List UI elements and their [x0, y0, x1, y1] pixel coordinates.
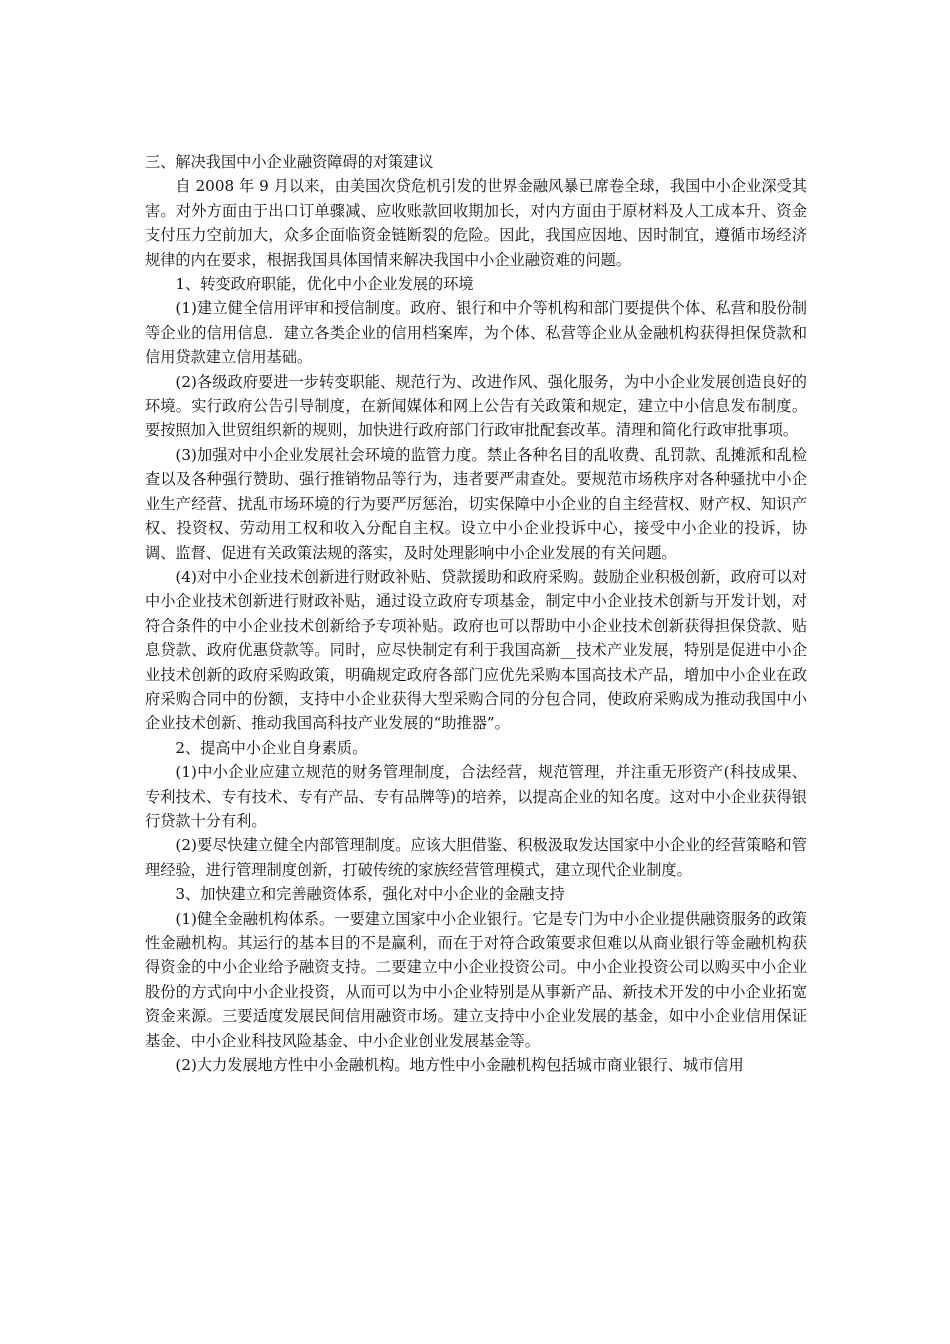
paragraph-1-2: (2)各级政府要进一步转变职能、规范行为、改进作风、强化服务，为中小企业发展创造良好的环境。实行政府公告引导制度，在新闻媒体和网上公告有关政策和规定，建立中小信息发布制度。要按照加入世贸组织新的规则，加快进行政府部门行政审批配套改革。清理和简化行政审批事项。: [145, 372, 807, 440]
subheading-1: 1、转变政府职能，优化中小企业发展的环境: [175, 275, 474, 294]
paragraph-1-1: (1)建立健全信用评审和授信制度。政府、银行和中介等机构和部门要提供个体、私营和股份制等企业的信用信息．建立各类企业的信用档案库，为个体、私营等企业从金融机构获得担保贷款和信用贷款建立信用基础。: [145, 299, 807, 367]
paragraph-3-1: (1)健全金融机构体系。一要建立国家中小企业银行。它是专门为中小企业提供融资服务的政策性金融机构。其运行的基本目的不是赢利，而在于对符合政策要求但难以从商业银行等金融机构获得资金的中小企业给予融资支持。二要建立中小企业投资公司。中小企业投资公司以购买中小企业股份的方式向中小企业投资，从而可以为中小企业特别是从事新产品、新技术开发的中小企业拓宽资金来源。三要适度发展民间信用融资市场。建立支持中小企业发展的基金，如中小企业信用保证基金、中小企业科技风险基金、中小企业创业发展基金等。: [145, 909, 807, 1050]
document-body: [145, 150, 807, 1077]
paragraph-intro: 自 2008 年 9 月以来，由美国次贷危机引发的世界金融风暴已席卷全球，我国中小企业深受其害。对外方面由于出口订单骤减、应收账款回收期加长，对内方面由于原材料及人工成本升、资金支付压力空前加大，众多企面临资金链断裂的危险。因此，我国应因地、因时制宜，遵循市场经济规律的内在要求，根据我国具体国情来解决我国中小企业融资难的问题。: [145, 177, 807, 269]
subheading-3: 3、加快建立和完善融资体系，强化对中小企业的金融支持: [175, 885, 565, 904]
paragraph-2-2: (2)要尽快建立健全内部管理制度。应该大胆借鉴、积极汲取发达国家中小企业的经营策略和管理经验，进行管理制度创新，打破传统的家族经营管理模式，建立现代企业制度。: [145, 836, 807, 879]
paragraph-2-1: (1)中小企业应建立规范的财务管理制度，合法经营，规范管理，并注重无形资产(科技成果、专利技术、专有技术、专有产品、专有品牌等)的培养，以提高企业的知名度。这对中小企业获得银行贷款十分有利。: [145, 763, 807, 830]
paragraph-1-3: (3)加强对中小企业发展社会环境的监管力度。禁止各种名目的乱收费、乱罚款、乱摊派和乱检查以及各种强行赞助、强行推销物品等行为，违者要严肃查处。要规范市场秩序对各种骚扰中小企业生产经营、扰乱市场环境的行为要严厉惩治，切实保障中小企业的自主经营权、财产权、知识产权、投资权、劳动用工权和收入分配自主权。设立中小企业投诉中心，接受中小企业的投诉，协调、监督、促进有关政策法规的落实，及时处理影响中小企业发展的有关问题。: [145, 445, 807, 562]
paragraph-3-2: (2)大力发展地方性中小金融机构。地方性中小金融机构包括城市商业银行、城市信用: [175, 1056, 744, 1075]
paragraph-1-4: (4)对中小企业技术创新进行财政补贴、贷款援助和政府采购。鼓励企业积极创新，政府可以对中小企业技术创新进行财政补贴，通过设立政府专项基金，制定中小企业技术创新与开发计划，对符合条件的中小企业技术创新给予专项补贴。政府也可以帮助中小企业技术创新获得担保贷款、贴息贷款、政府优惠贷款等。同时，应尽快制定有利于我国高新__技术产业发展，特别是促进中小企业技术创新的政府采购政策，明确规定政府各部门应优先采购本国高技术产品，增加中小企业在政府采购合同中的份额，支持中小企业获得大型采购合同的分包合同，使政府采购成为推动我国中小企业技术创新、推动我国高科技产业发展的“助推器”。: [145, 567, 807, 733]
section-heading: 三、解决我国中小企业融资障碍的对策建议: [145, 153, 434, 171]
subheading-2: 2、提高中小企业自身素质。: [175, 738, 368, 757]
